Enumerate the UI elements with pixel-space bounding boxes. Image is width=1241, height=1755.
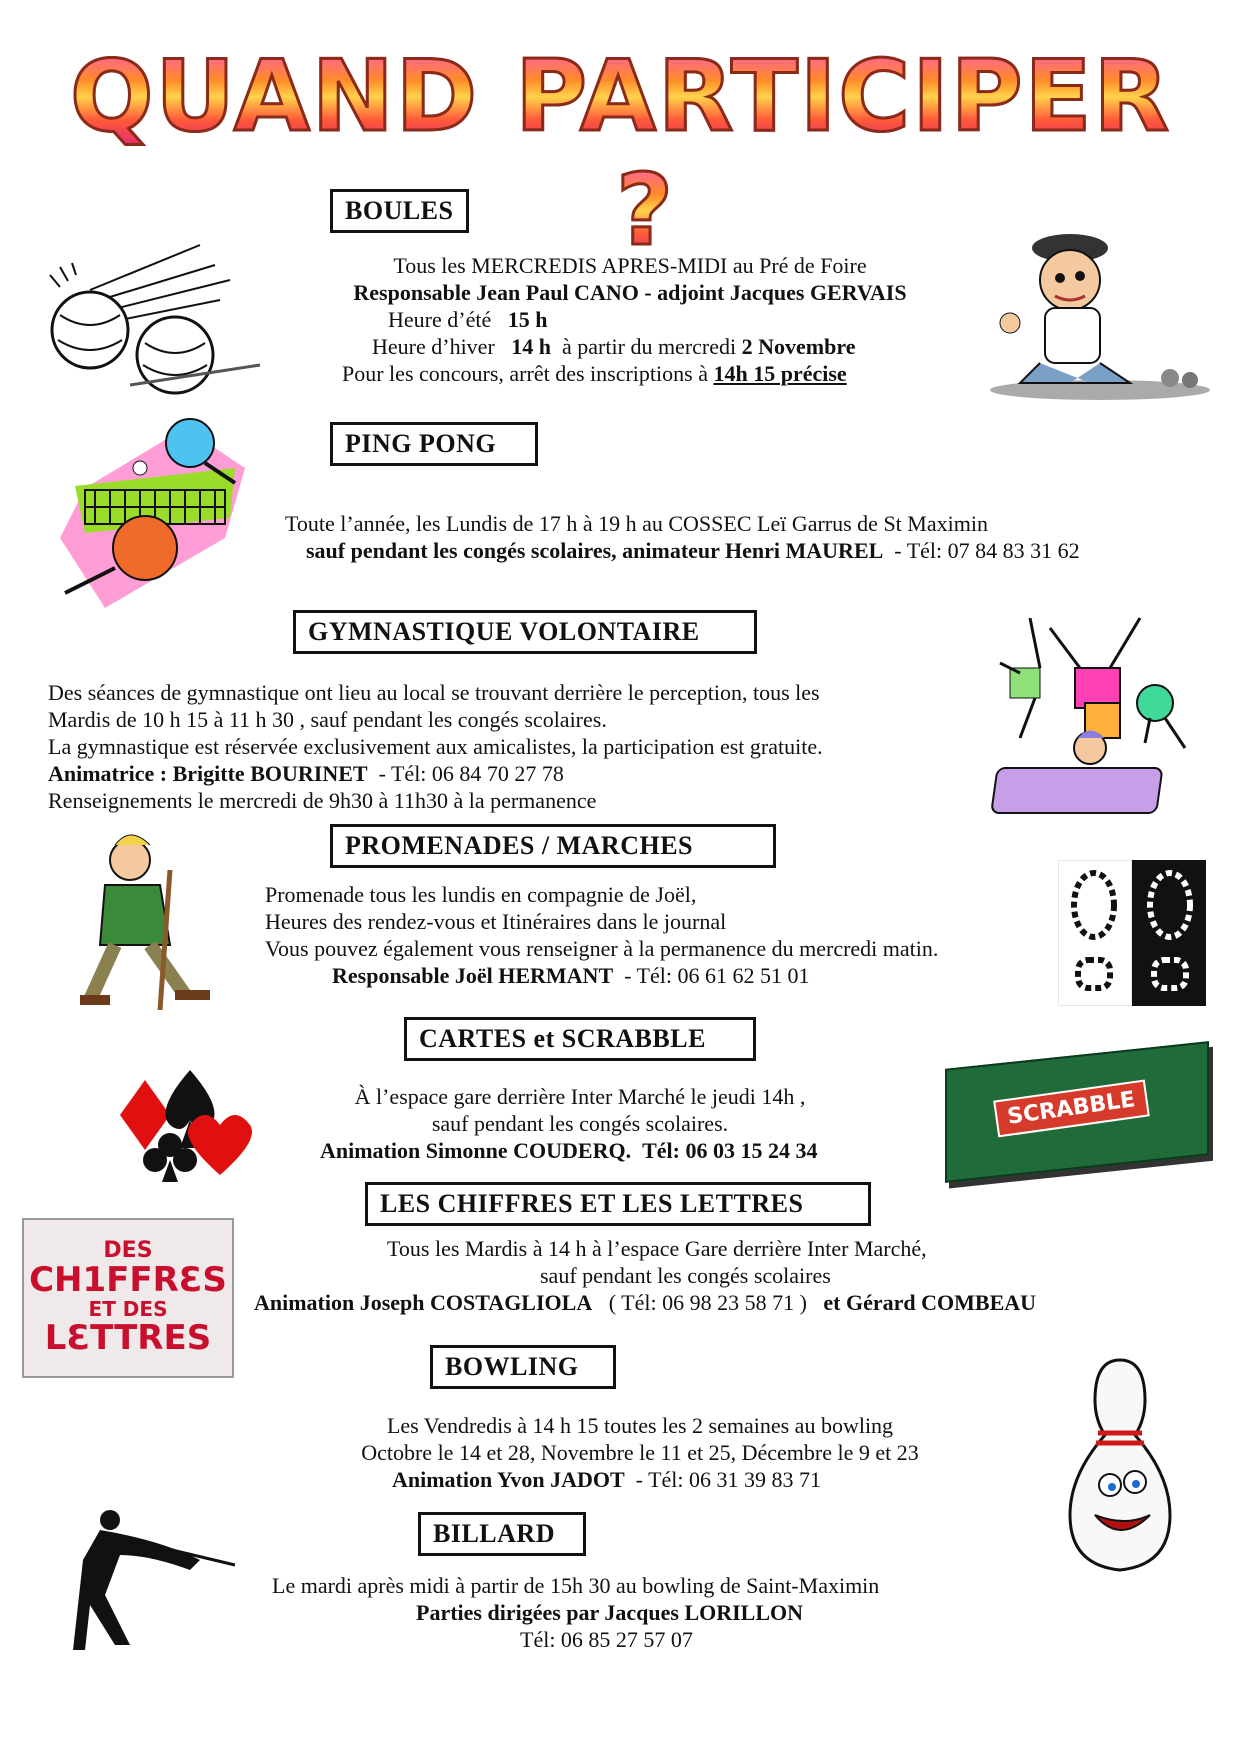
cartes-phone: Tél: 06 03 15 24 34 bbox=[642, 1138, 818, 1163]
card-suits-icon bbox=[110, 1060, 260, 1185]
gym-line-4 bbox=[48, 760, 564, 787]
boules-line-4 bbox=[372, 333, 855, 360]
promenades-line-1: Promenade tous les lundis en compagnie de Joël, bbox=[265, 882, 697, 907]
bowling-line-1: Les Vendredis à 14 h 15 toutes les 2 semaines au bowling bbox=[386, 1413, 894, 1438]
chiffres-line-1: Tous les Mardis à 14 h à l’espace Gare derrière Inter Marché, bbox=[387, 1236, 927, 1261]
chiffres-animator-2: et Gérard COMBEAU bbox=[823, 1290, 1037, 1315]
ping-pong-icon bbox=[55, 418, 255, 613]
logo-line-2: CH1FFRƐS bbox=[29, 1260, 227, 1300]
bowling-animator: Animation Yvon JADOT bbox=[392, 1467, 625, 1492]
petanque-player-icon bbox=[980, 228, 1220, 408]
boules-line-2: Responsable Jean Paul CANO - adjoint Jacques GERVAIS bbox=[353, 280, 907, 305]
boules-line-1: Tous les MERCREDIS APRES-MIDI au Pré de Foire bbox=[393, 253, 867, 278]
ping-pong-line-2 bbox=[306, 537, 1080, 564]
cartes-line-1: À l’espace gare derrière Inter Marché le jeudi 14h , bbox=[354, 1084, 806, 1109]
heading-cartes: CARTES et SCRABBLE bbox=[404, 1017, 756, 1061]
heading-ping-pong: PING PONG bbox=[330, 422, 538, 466]
heading-promenades: PROMENADES / MARCHES bbox=[330, 824, 776, 868]
gym-line-5: Renseignements le mercredi de 9h30 à 11h30 à la permanence bbox=[48, 788, 597, 813]
petanque-balls-icon bbox=[30, 235, 270, 400]
winter-time: 14 h bbox=[511, 334, 552, 359]
logo-line-1: DES bbox=[103, 1238, 153, 1263]
page-title-mark: ? bbox=[616, 154, 675, 268]
promenades-line-3: Vous pouvez également vous renseigner à la permanence du mercredi matin. bbox=[265, 936, 939, 961]
contest-time: 14h 15 précise bbox=[713, 361, 847, 386]
bowling-phone: - Tél: 06 31 39 83 71 bbox=[635, 1467, 822, 1492]
ping-pong-animator: sauf pendant les congés scolaires, animateur Henri MAUREL bbox=[306, 538, 884, 563]
winter-label: Heure d’hiver bbox=[372, 334, 495, 359]
chiffres-line-2: sauf pendant les congés scolaires bbox=[540, 1263, 831, 1288]
promenades-line-2: Heures des rendez-vous et Itinéraires dans le journal bbox=[265, 909, 727, 934]
billard-line-2: Parties dirigées par Jacques LORILLON bbox=[416, 1600, 804, 1625]
gym-phone: - Tél: 06 84 70 27 78 bbox=[378, 761, 564, 786]
page-title-text: QUAND PARTICIPER bbox=[70, 40, 1171, 154]
cartes-animator: Animation Simonne COUDERQ. bbox=[320, 1138, 632, 1163]
chiffres-phone: ( Tél: 06 98 23 58 71 ) bbox=[608, 1290, 807, 1315]
gym-line-1: Des séances de gymnastique ont lieu au local se trouvant derrière le perception, tous les bbox=[48, 680, 820, 705]
cartes-line-2: sauf pendant les congés scolaires. bbox=[431, 1111, 729, 1136]
chiffres-lettres-logo bbox=[22, 1218, 234, 1378]
boules-line-5 bbox=[342, 360, 847, 387]
heading-billard: BILLARD bbox=[418, 1512, 586, 1556]
scrabble-box bbox=[945, 1055, 1205, 1185]
gym-line-2: Mardis de 10 h 15 à 11 h 30 , sauf pendant les congés scolaires. bbox=[48, 707, 607, 732]
billard-line-3: Tél: 06 85 27 57 07 bbox=[520, 1627, 693, 1652]
bowling-pin-icon bbox=[1060, 1355, 1180, 1575]
ping-pong-phone: - Tél: 07 84 83 31 62 bbox=[894, 538, 1080, 563]
heading-chiffres: LES CHIFFRES ET LES LETTRES bbox=[365, 1182, 871, 1226]
gymnastics-icon bbox=[990, 608, 1215, 818]
scrabble-label: SCRABBLE bbox=[993, 1080, 1149, 1138]
chiffres-animator-1: Animation Joseph COSTAGLIOLA bbox=[254, 1290, 593, 1315]
winter-mid: à partir du mercredi bbox=[562, 334, 737, 359]
footprints-icon bbox=[1058, 860, 1206, 1006]
chiffres-line-3 bbox=[254, 1289, 1036, 1316]
summer-time: 15 h bbox=[507, 307, 548, 332]
boules-line-3 bbox=[388, 306, 547, 333]
cartes-line-3 bbox=[320, 1137, 817, 1164]
gym-line-3: La gymnastique est réservée exclusivement aux amicalistes, la participation est gratuite. bbox=[48, 734, 823, 759]
gym-animator: Animatrice : Brigitte BOURINET bbox=[48, 761, 368, 786]
heading-bowling: BOWLING bbox=[430, 1345, 616, 1389]
heading-boules: BOULES bbox=[330, 189, 469, 233]
winter-date: 2 Novembre bbox=[741, 334, 856, 359]
promenades-phone: - Tél: 06 61 62 51 01 bbox=[624, 963, 810, 988]
logo-line-4: LƐTTRES bbox=[44, 1318, 212, 1358]
bowling-line-3 bbox=[392, 1466, 821, 1493]
billiards-player-icon bbox=[60, 1510, 240, 1660]
contest-text: Pour les concours, arrêt des inscriptions à bbox=[342, 361, 708, 386]
promenades-responsible: Responsable Joël HERMANT bbox=[332, 963, 614, 988]
billard-line-1: Le mardi après midi à partir de 15h 30 au bowling de Saint-Maximin bbox=[272, 1573, 880, 1598]
summer-label: Heure d’été bbox=[388, 307, 492, 332]
hiker-icon bbox=[60, 830, 220, 1020]
logo-line-3: ET DES bbox=[88, 1297, 168, 1321]
promenades-line-4 bbox=[332, 962, 809, 989]
ping-pong-line-1: Toute l’année, les Lundis de 17 h à 19 h au COSSEC Leï Garrus de St Maximin bbox=[285, 511, 988, 536]
bowling-line-2: Octobre le 14 et 28, Novembre le 11 et 25, Décembre le 9 et 23 bbox=[361, 1440, 919, 1465]
heading-gymnastique: GYMNASTIQUE VOLONTAIRE bbox=[293, 610, 757, 654]
